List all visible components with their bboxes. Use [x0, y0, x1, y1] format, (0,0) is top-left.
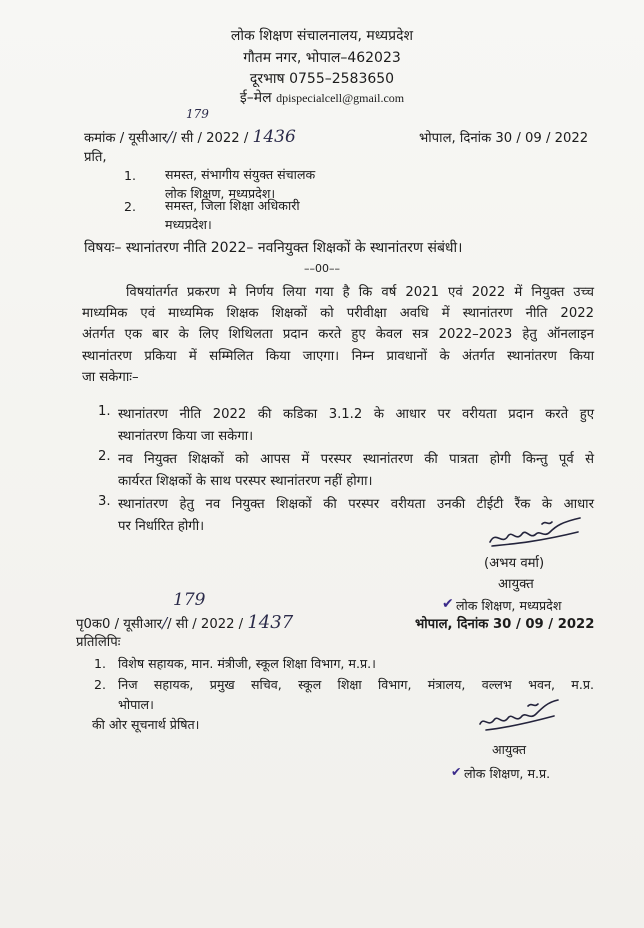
handwritten-dispatch-top: 179 [186, 107, 209, 121]
email-address: dpispecialcell@gmail.com [276, 91, 405, 105]
point-number: 2. [98, 449, 111, 464]
handwritten-slash: / [162, 614, 168, 632]
body-line: विषयांतर्गत प्रकरण मे निर्णय लिया गया है कि वर्ष 2021 एवं 2022 में नियुक्त उच्च [126, 285, 594, 300]
point-line: स्थानांतरण नीति 2022 की कडिका 3.1.2 के आधार पर वरीयता प्रदान करते हुए [118, 407, 594, 422]
recipient-line: समस्त, संभागीय संयुक्त संचालक [165, 167, 316, 182]
point-line: कार्यरत शिक्षकों के साथ परस्पर स्थानांतरण नहीं होगा। [118, 474, 373, 489]
recipient-number: 1. [124, 168, 137, 183]
point-line: स्थानांतरण किया जा सकेगा। [118, 429, 254, 444]
office-name: लोक शिक्षण संचालनालय, मध्यप्रदेश [230, 28, 414, 44]
signature-mark [482, 512, 588, 554]
pen-mark: ✔ [451, 764, 462, 779]
point-line: पर निर्धारित होगी। [118, 519, 205, 534]
recipient-line: समस्त, जिला शिक्षा अधिकारी [165, 198, 300, 213]
handwritten-reference-number: 1436 [252, 127, 296, 147]
email-label: ई–मेल [239, 90, 272, 106]
copy-line: निज सहायक, प्रमुख सचिव, स्कूल शिक्षा विभाग, मंत्रालय, वल्लभ भवन, म.प्र. [118, 677, 594, 692]
point-line: स्थानांतरण हेतु नव नियुक्त शिक्षकों की परस्पर वरीयता उनकी टीईटी रैंक के आधार [118, 497, 594, 512]
closing-line: की ओर सूचनार्थ प्रेषित। [92, 717, 200, 732]
signatory-office: लोक शिक्षण, मध्यप्रदेश [456, 598, 562, 613]
reference-mid: / सी / 2022 / [167, 617, 244, 632]
reference-number [84, 127, 296, 147]
reference-prefix: कमांक / यूसीआर [84, 131, 168, 146]
copy-number: 1. [94, 656, 107, 671]
copy-number: 2. [94, 677, 107, 692]
point-number: 3. [98, 494, 111, 509]
copy-line: भोपाल। [118, 697, 154, 712]
signature-mark [474, 694, 564, 744]
subject-line: विषयः– स्थानांतरण नीति 2022– नवनियुक्त शिक्षकों के स्थानांतरण संबंधी। [84, 240, 463, 256]
handwritten-reference-number: 1437 [247, 612, 294, 633]
prati-label: प्रति, [84, 150, 107, 165]
handwritten-dispatch-top: 179 [173, 590, 206, 610]
point-line: नव नियुक्त शिक्षकों को आपस में परस्पर स्थानांतरण की पात्रता होगी किन्तु पूर्व से [118, 452, 594, 467]
office-address: गौतम नगर, भोपाल–462023 [243, 50, 401, 66]
point-number: 1. [98, 404, 111, 419]
recipient-line: मध्यप्रदेश। [165, 217, 212, 232]
signatory-title: आयुक्त [498, 577, 534, 592]
office-phone: दूरभाष 0755–2583650 [249, 71, 395, 87]
recipient-line: लोक शिक्षण, मध्यप्रदेश। [165, 186, 276, 201]
body-line: माध्यमिक एवं माध्यमिक शिक्षक शिक्षकों को परीवीक्षा अवधि में स्थानांतरण नीति 2022 [82, 306, 594, 321]
body-line: जा सकेगाः– [82, 370, 139, 385]
body-line: अंतर्गत एक बार के लिए शिथिलता प्रदान करते हुए केवल सत्र 2022–2023 हेतु ऑनलाइन [82, 327, 594, 342]
body-line: स्थानांतरण प्रकिया में सम्मिलित किया जाएगा। निम्न प्रावधानों के अंतर्गत स्थानांतरण किया [82, 349, 594, 364]
pen-mark: ✔ [442, 596, 454, 612]
signatory-name: (अभय वर्मा) [484, 556, 545, 571]
letter-date: भोपाल, दिनांक 30 / 09 / 2022 [415, 617, 595, 632]
reference-mid: / सी / 2022 / [172, 131, 249, 146]
handwritten-slash: / [167, 128, 173, 146]
separator: ––00–– [304, 262, 340, 275]
letter-date: भोपाल, दिनांक 30 / 09 / 2022 [419, 131, 589, 146]
copy-line: विशेष सहायक, मान. मंत्रीजी, स्कूल शिक्षा विभाग, म.प्र.। [118, 656, 376, 671]
copy-label: प्रतिलिपिः [76, 635, 121, 650]
signatory-office: लोक शिक्षण, म.प्र. [464, 766, 551, 781]
office-email-line [0, 88, 644, 107]
signatory-title: आयुक्त [492, 742, 527, 757]
recipient-number: 2. [124, 199, 137, 214]
reference-number [76, 612, 293, 633]
reference-prefix: पृ0क0 / यूसीआर [76, 617, 163, 632]
